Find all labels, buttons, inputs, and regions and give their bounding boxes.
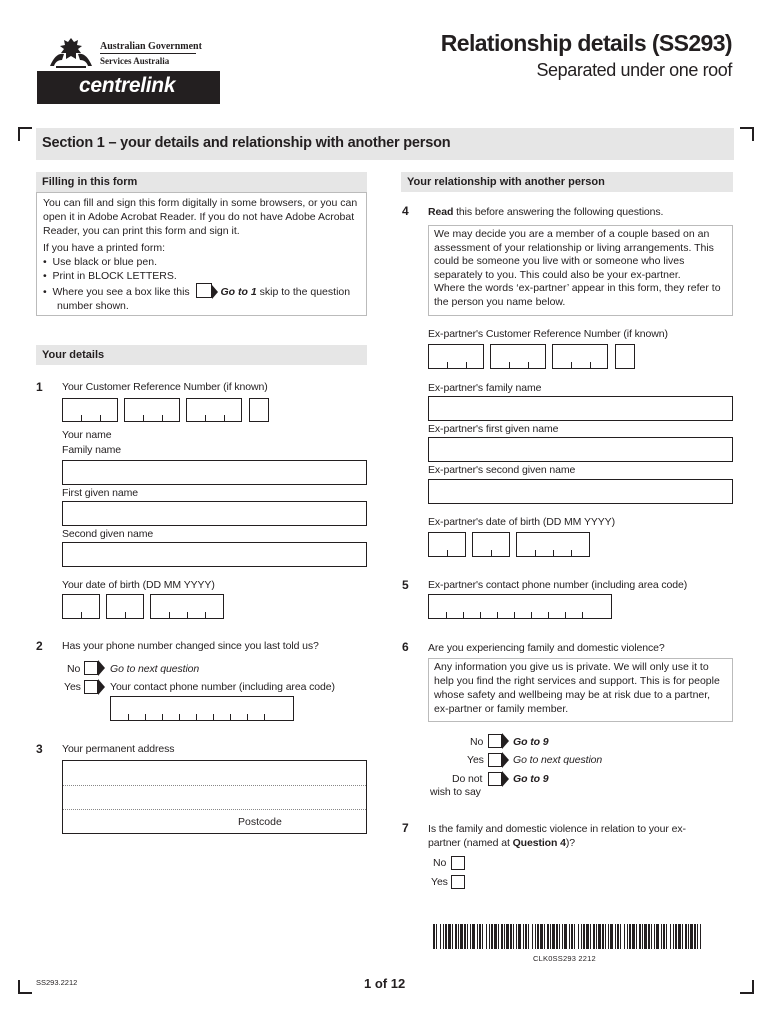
second-given-input[interactable]: [62, 542, 367, 567]
q2-label: Has your phone number changed since you last told us?: [62, 640, 319, 652]
page-title: [441, 30, 732, 57]
family-name-input[interactable]: [62, 460, 367, 485]
q4-info-box: [428, 225, 733, 316]
filling-bullet-2: • Print in BLOCK LETTERS.: [43, 270, 177, 282]
ex-second-label: Ex-partner's second given name: [428, 464, 576, 476]
q4-info-1: We may decide you are a member of a couple based on an assessment of your relationship or living arrangements. This could be someone you live with or someone who lives separately to you. This could also be your ex-partner.: [434, 228, 714, 281]
coat-of-arms-icon: [46, 36, 96, 75]
crop-mark-top-right: [740, 127, 754, 141]
q6-yes-checkbox[interactable]: [488, 753, 502, 767]
q2-no-label: No: [67, 663, 81, 675]
filling-bullet-3: • Where you see a box like this Go to 1 skip to the question: [43, 283, 360, 299]
q1-crn-input[interactable]: [62, 398, 270, 422]
ex-first-input[interactable]: [428, 437, 733, 462]
gov-line2: Services Australia: [100, 56, 170, 66]
q6-dnw-label-2: wish to say: [430, 786, 481, 798]
filling-bullet-3-cont: number shown.: [57, 300, 129, 312]
q6-yes-goto: Go to next question: [513, 754, 603, 766]
q2-no-arrow-icon: [98, 660, 105, 676]
q6-dnw-goto: Go to 9: [513, 773, 549, 785]
dob-input[interactable]: [62, 594, 224, 619]
q4-read: Read: [428, 206, 454, 218]
q4-info-2: Where the words ‘ex-partner’ appear in this form, they refer to the person you name below.: [434, 282, 721, 308]
ex-dob-input[interactable]: [428, 532, 590, 557]
q3-number: 3: [36, 742, 43, 756]
q6-number: 6: [402, 640, 409, 654]
postcode-label: Postcode: [238, 816, 282, 828]
q6-yes-label: Yes: [467, 754, 484, 766]
q2-no-checkbox[interactable]: [84, 661, 98, 675]
q7-no-checkbox[interactable]: [451, 856, 465, 870]
your-name-label: Your name: [62, 429, 112, 441]
ex-family-input[interactable]: [428, 396, 733, 421]
ex-first-label: Ex-partner's first given name: [428, 423, 559, 435]
q7-no-label: No: [433, 857, 447, 869]
crop-mark-bottom-left: [18, 980, 32, 994]
section-title: Section 1 – your details and relationship with another person: [42, 135, 451, 151]
q6-info: Any information you give us is private. We will only use it to help you find the right services and support. This is for people whose safety and wellbeing may be at risk due to a partner, ex-partner or family member.: [434, 661, 720, 715]
q6-info-box: [428, 658, 733, 722]
footer-form-code: SS293.2212: [36, 978, 78, 987]
q4-number: 4: [402, 204, 409, 218]
dob-label: Your date of birth (DD MM YYYY): [62, 579, 215, 591]
q5-label: Ex-partner's contact phone number (including area code): [428, 579, 688, 591]
form-code: (SS293): [651, 30, 732, 56]
page-title-text: Relationship details: [440, 30, 647, 56]
ex-family-label: Ex-partner's family name: [428, 382, 542, 394]
centrelink-logo: [37, 71, 220, 104]
q7-yes-label: Yes: [431, 876, 448, 888]
gov-line1: Australian Government: [100, 41, 202, 52]
ex-second-input[interactable]: [428, 479, 733, 504]
ex-crn-input[interactable]: [428, 344, 636, 369]
q6-dnw-checkbox[interactable]: [488, 772, 502, 786]
q5-phone-input[interactable]: [428, 594, 612, 619]
gov-divider: [100, 53, 196, 54]
q6-no-checkbox[interactable]: [488, 734, 502, 748]
filling-p2: If you have a printed form:: [43, 242, 165, 254]
barcode: [433, 924, 703, 949]
q2-yes-label: Yes: [64, 681, 81, 693]
first-given-label: First given name: [62, 487, 139, 499]
q6-dnw-arrow-icon: [502, 771, 509, 787]
q2-phone-input[interactable]: [110, 696, 294, 721]
q1-label: Your Customer Reference Number (if known): [62, 381, 268, 393]
filling-heading: Filling in this form: [36, 172, 367, 192]
example-box: [196, 283, 212, 298]
q7-label: Is the family and domestic violence in relation to your ex-partner (named at Question 4)?: [428, 823, 686, 849]
q3-label: Your permanent address: [62, 743, 175, 755]
ex-dob-label: Ex-partner's date of birth (DD MM YYYY): [428, 516, 615, 528]
section-title-bar: [36, 128, 734, 160]
ex-crn-label: Ex-partner's Customer Reference Number (if known): [428, 328, 668, 340]
q6-label: Are you experiencing family and domestic violence?: [428, 642, 665, 654]
q7-number: 7: [402, 821, 409, 835]
page-subtitle: Separated under one roof: [536, 60, 732, 80]
filling-info-box: [36, 192, 367, 316]
crop-mark-top-left: [18, 127, 32, 141]
family-name-label: Family name: [62, 444, 121, 456]
q6-dnw-label-1: Do not: [452, 773, 483, 785]
your-details-heading: Your details: [36, 345, 367, 365]
q6-yes-arrow-icon: [502, 752, 509, 768]
second-given-label: Second given name: [62, 528, 154, 540]
q2-number: 2: [36, 639, 43, 653]
q5-number: 5: [402, 578, 409, 592]
q4-label: Read this before answering the following questions.: [428, 206, 664, 218]
q2-yes-checkbox[interactable]: [84, 680, 98, 694]
q7-yes-checkbox[interactable]: [451, 875, 465, 889]
q1-number: 1: [36, 380, 43, 394]
relationship-heading: Your relationship with another person: [401, 172, 733, 192]
first-given-input[interactable]: [62, 501, 367, 526]
footer-page-number: 1 of 12: [364, 976, 406, 991]
q2-yes-text: Your contact phone number (including area code): [110, 681, 335, 693]
q2-yes-arrow-icon: [98, 679, 105, 695]
example-goto: Go to 1: [220, 286, 257, 298]
q2-no-goto: Go to next question: [110, 663, 200, 675]
filling-bullet-1: • Use black or blue pen.: [43, 256, 157, 268]
q6-no-goto: Go to 9: [513, 736, 549, 748]
q6-no-arrow-icon: [502, 733, 509, 749]
centrelink-wordmark: centrelink: [79, 74, 176, 97]
crop-mark-bottom-right: [740, 980, 754, 994]
barcode-text: CLK0SS293 2212: [533, 954, 596, 963]
filling-p1: You can fill and sign this form digitally in some browsers, or you can open it in Adobe Acrobat Reader. If you do not have Adobe Acrobat Reader, you can print this form and sign it.: [43, 197, 358, 237]
q3-address-input[interactable]: [62, 760, 367, 834]
example-arrow-icon: [212, 285, 218, 299]
q6-no-label: No: [470, 736, 484, 748]
